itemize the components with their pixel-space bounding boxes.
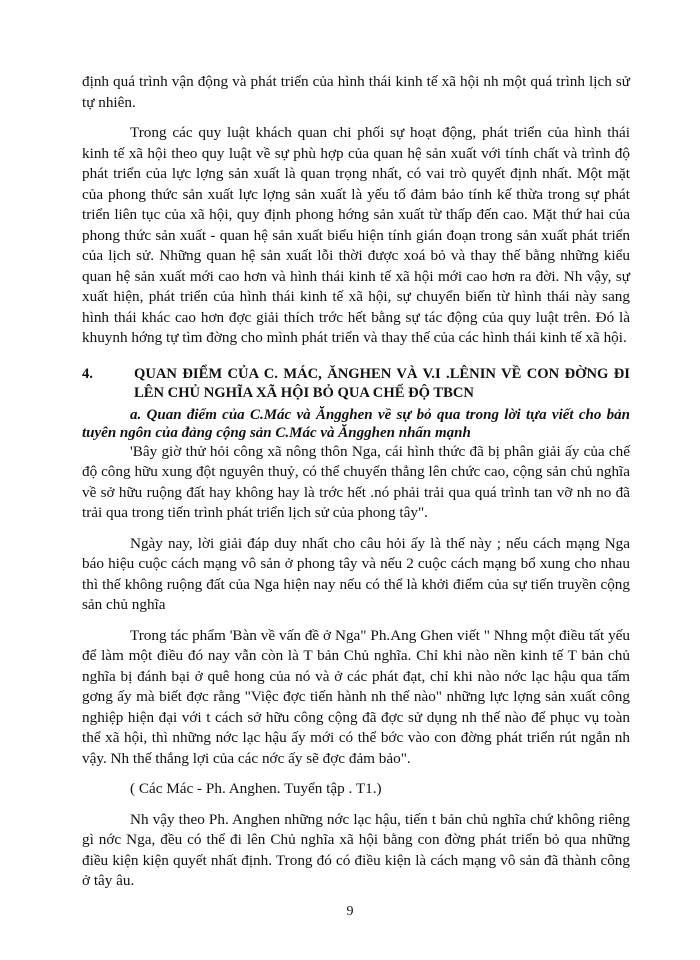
section-heading bbox=[82, 365, 630, 403]
citation: ( Các Mác - Ph. Anghen. Tuyển tập . T1.) bbox=[130, 780, 382, 797]
page-number: 9 bbox=[346, 904, 354, 919]
section-title: QUAN ĐIỂM CỦA C. MÁC, ĂNGHEN VÀ V.I .LÊNIN VỀ CON ĐỜNG ĐI LÊN CHỦ NGHĨA XÃ HỘI BỎ QUA CHẾ ĐỘ TBCN bbox=[134, 365, 630, 401]
paragraph-3: 'Bây giờ thử hỏi công xã nông thôn Nga, cái hình thức đã bị phân giải ấy của chế độ công hữu xung đột nguyên thuỷ, có thể chuyển thẳng lên chức cao, cộng sản chủ nghĩa về sở hữu ruộng đất hay không hay là trớc hết .nó phải trải qua quá trình tan vỡ nh no đã trải qua trong tiến trình phát triển lịch sử của phong tây". bbox=[82, 442, 630, 521]
paragraph-5: Trong tác phẩm 'Bàn về vấn đề ở Nga" Ph.Ang Ghen viết " Nhng một điều tất yếu để làm một điều đó nay vẫn còn là T bản Chủ nghĩa. Chỉ khi nào nền kinh tế T bản chủ nghĩa bị đánh bại ở quê hong của nó và ở các phát đạt, chỉ khi nào nớc lạc hậu qua tấm gơng ấy mà biết đợc rằng "Việc đợc tiến hành nh thế nào" những lực lợng sản xuất công nghiệp hiện đại với t cách sở hữu công cộng đã đợc sử dụng nh thế nào để phục vụ toàn thể xã hội, thì những nớc lạc hậu ấy mới có thể bớc vào con đờng phát triển rút ngắn nh vậy. Nh thế thắng lợi của các nớc ấy sẽ đợc đảm bảo". bbox=[82, 626, 630, 767]
paragraph-4: Ngày nay, lời giải đáp duy nhất cho câu hỏi ấy là thế này ; nếu cách mạng Nga báo hiệu cuộc cách mạng vô sản ở phong tây và nếu 2 cuộc cách mạng bổ xung cho nhau thì thế không ruộng đất của Nga hiện nay nếu có thể là khởi điểm của sự tiến truyền cộng sản chủ nghĩa bbox=[82, 534, 630, 613]
subsection-heading: a. Quan điểm của C.Mác và Ăngghen về sự bỏ qua trong lời tựa viết cho bản tuyên ngôn của đảng cộng sản C.Mác và Ăngghen nhấn mạnh bbox=[82, 406, 630, 441]
section-number: 4. bbox=[82, 365, 93, 382]
page-body bbox=[82, 72, 630, 892]
paragraph-1: định quá trình vận động và phát triển của hình thái kinh tế xã hội nh một quá trình lịch sử tự nhiên. bbox=[82, 73, 630, 111]
paragraph-7: Nh vậy theo Ph. Anghen những nớc lạc hậu, tiến t bản chủ nghĩa chứ không riêng gì nớc Nga, đều có thể đi lên Chủ nghĩa xã hội bằng con đờng phát triển bỏ qua những điều kiện kiện quyết nhất định. Trong đó có điều kiện là cách mạng vô sản đã thành công ở tây âu. bbox=[82, 810, 630, 889]
paragraph-2: Trong các quy luật khách quan chi phối sự hoạt động, phát triển của hình thái kinh tế xã hội theo quy luật về sự phù hợp của quan hệ sản xuất với tính chất và trình độ phát triển của lực lợng sản xuất là quan trọng nhất, có vai trò quyết định nhất. Một mặt của phong thức sản xuất lực lợng sản xuất là yếu tố đảm bảo tính kế thừa trong sự phát triển liên tục của xã hội, quy định phong hớng sản xuất từ thấp đến cao. Mặt thứ hai của phong thức sản xuất - quan hệ sản xuất biểu hiện tính gián đoạn trong sản xuất phát triển của lịch sử. Những quan hệ sản xuất lỗi thời được xoá bỏ và thay thế bằng những kiểu quan hệ sản xuất mới cao hơn và hình thái kinh tế xã hội mới cao hơn ra đời. Nh vậy, sự xuất hiện, phát triển của hình thái kinh tế xã hội, sự chuyển biến từ hình thái này sang hình thái khác cao hơn đợc giải thích trớc hết bằng sự tác động của quy luật trên. Đó là khuynh hớng tự tìm đờng cho mình phát triển và thay thế của các hình thái kinh tế xã hội. bbox=[82, 124, 630, 346]
